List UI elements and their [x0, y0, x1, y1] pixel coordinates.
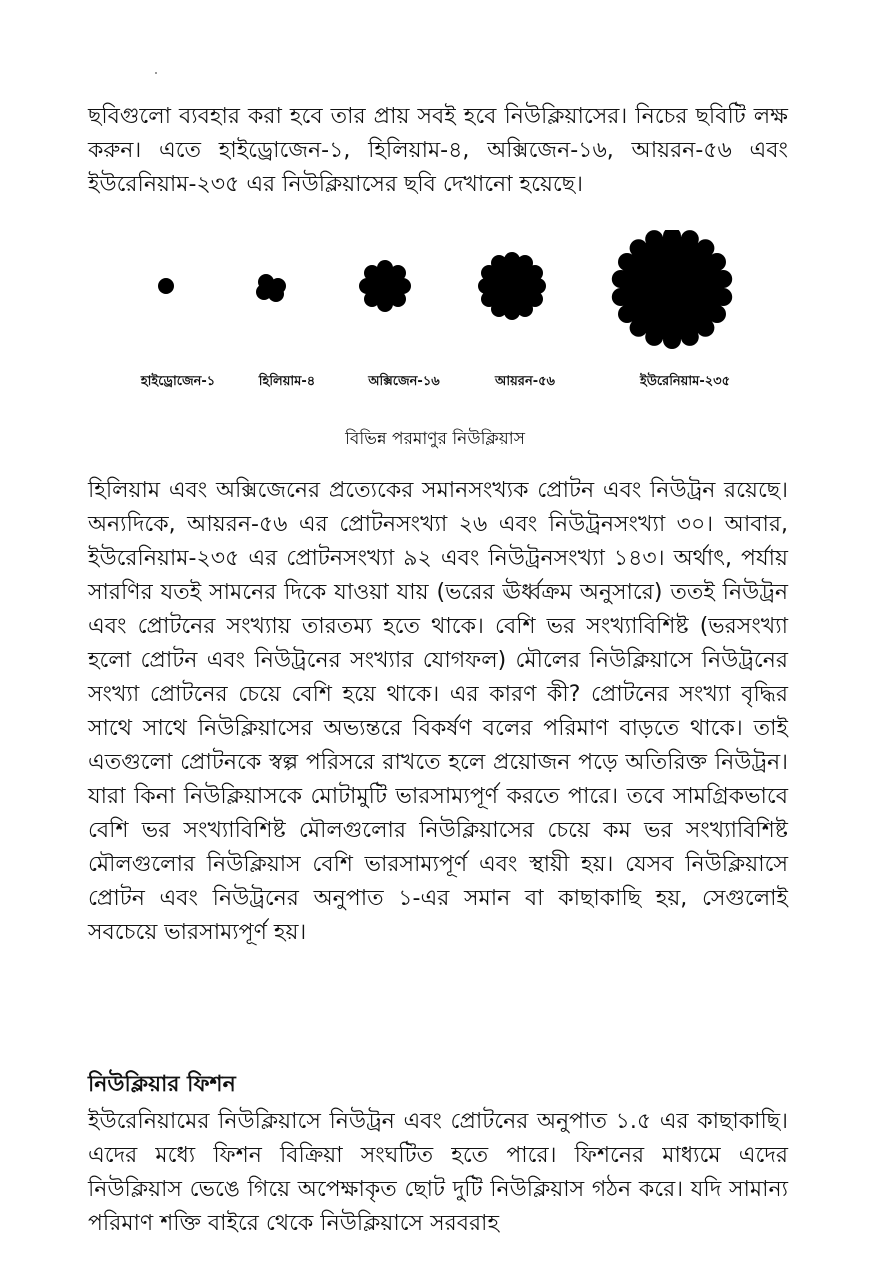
intro-paragraph: ছবিগুলো ব্যবহার করা হবে তার প্রায় সবই হবে নিউক্লিয়াসের। নিচের ছবিটি লক্ষ করুন। এতে হাইড্রোজেন-১, হিলিয়াম-৪, অক্সিজেন-১৬, আয়রন-৫৬ এবং ইউরেনিয়াম-২৩৫ এর নিউক্লিয়াসের ছবি দেখানো হয়েছে।: [88, 104, 788, 197]
label-uranium-235: ইউরেনিয়াম-২৩৫: [639, 374, 731, 389]
figure-caption: বিভিন্ন পরমাণুর নিউক্লিয়াস: [345, 429, 525, 449]
label-oxygen-16: অক্সিজেন-১৬: [368, 374, 440, 389]
nucleus-iron-56: [478, 252, 546, 320]
label-iron-56: আয়রন-৫৬: [494, 374, 556, 389]
nuclei-figure: [0, 230, 870, 370]
label-helium-4: হিলিয়াম-৪: [258, 374, 316, 389]
body-paragraph: হিলিয়াম এবং অক্সিজেনের প্রত্যেকের সমানসংখ্যক প্রোটন এবং নিউট্রন রয়েছে। অন্যদিকে, আয়রন-৫৬ এর প্রোটনসংখ্যা ২৬ এবং নিউট্রনসংখ্যা ৩০। আবার, ইউরেনিয়াম-২৩৫ এর প্রোটনসংখ্যা ৯২ এবং নিউট্রনসংখ্যা ১৪৩। অর্থাৎ, পর্যায় সারণির যতই সামনের দিকে যাওয়া যায় (ভরের ঊর্ধ্বক্রম অনুসারে) ততই নিউট্রন এবং প্রোটনের সংখ্যায় তারতম্য হতে থাকে। বেশি ভর সংখ্যাবিশিষ্ট (ভরসংখ্যা হলো প্রোটন এবং নিউট্রনের সংখ্যার যোগফল) মৌলের নিউক্লিয়াসে নিউট্রনের সংখ্যা প্রোটনের চেয়ে বেশি হয়ে থাকে। এর কারণ কী? প্রোটনের সংখ্যা বৃদ্ধির সাথে সাথে নিউক্লিয়াসের অভ্যন্তরে বিকর্ষণ বলের পরিমাণ বাড়তে থাকে। তাই এতগুলো প্রোটনকে স্বল্প পরিসরে রাখতে হলে প্রয়োজন পড়ে অতিরিক্ত নিউট্রন। যারা কিনা নিউক্লিয়াসকে মোটামুটি ভারসাম্যপূর্ণ করতে পারে। তবে সামগ্রিকভাবে বেশি ভর সংখ্যাবিশিষ্ট মৌলগুলোর নিউক্লিয়াসের চেয়ে কম ভর সংখ্যাবিশিষ্ট মৌলগুলোর নিউক্লিয়াস বেশি ভারসাম্যপূর্ণ এবং স্থায়ী হয়। যেসব নিউক্লিয়াসে প্রোটন এবং নিউট্রনের অনুপাত ১-এর সমান বা কাছাকাছি হয়, সেগুলোই সবচেয়ে ভারসাম্যপূর্ণ হয়।: [88, 478, 788, 945]
nucleus-oxygen-16: [359, 260, 411, 312]
nucleus-hydrogen-1: [158, 278, 174, 294]
section-heading: নিউক্লিয়ার ফিশন: [88, 1072, 236, 1097]
page-speck: [155, 72, 157, 74]
nucleus-uranium-235: [612, 230, 732, 349]
nucleus-helium-4: [256, 274, 286, 302]
label-hydrogen-1: হাইড্রোজেন-১: [140, 374, 216, 389]
fission-paragraph: ইউরেনিয়ামের নিউক্লিয়াসে নিউট্রন এবং প্রোটনের অনুপাত ১.৫ এর কাছাকাছি। এদের মধ্যে ফিশন বিক্রিয়া সংঘটিত হতে পারে। ফিশনের মাধ্যমে এদের নিউক্লিয়াস ভেঙে গিয়ে অপেক্ষাকৃত ছোট দুটি নিউক্লিয়াস গঠন করে। যদি সামান্য পরিমাণ শক্তি বাইরে থেকে নিউক্লিয়াসে সরবরাহ: [88, 1109, 788, 1236]
